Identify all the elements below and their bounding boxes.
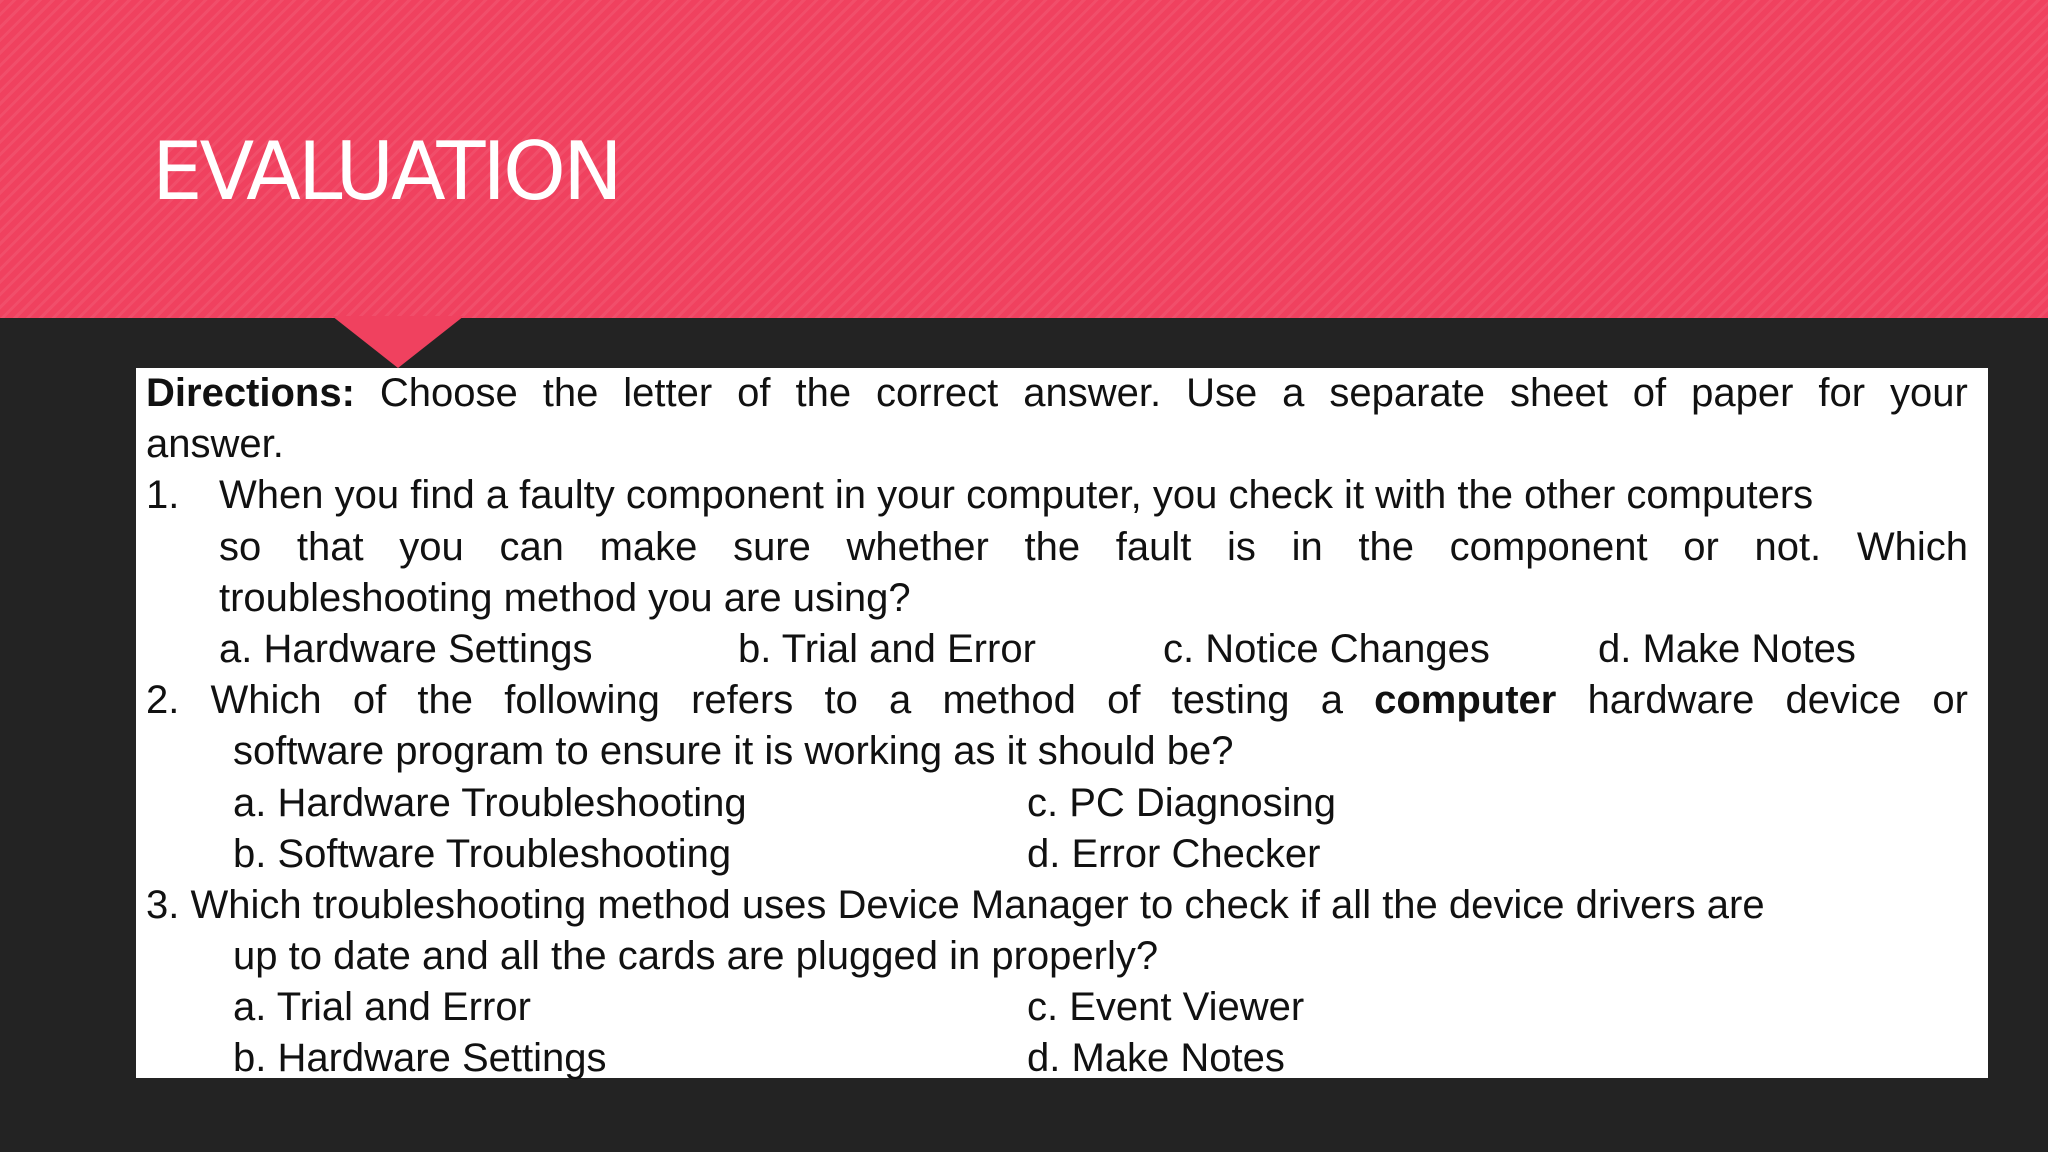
question-2-line-1 xyxy=(146,675,1968,726)
directions-word: the xyxy=(795,371,852,415)
question-1-options xyxy=(146,624,1988,675)
q1-word: is xyxy=(1227,524,1256,569)
directions-word: your xyxy=(1890,371,1968,415)
question-1-line-1: When you find a faulty component in your computer, you check it with the other computers xyxy=(219,473,1814,518)
question-2-options-row-1 xyxy=(146,778,1988,829)
q1-word: component xyxy=(1449,524,1648,569)
q1-word: whether xyxy=(846,524,989,569)
q2-option-d: d. Error Checker xyxy=(1027,831,1321,876)
q2-word: method xyxy=(942,678,1076,723)
q1-word: Which xyxy=(1856,524,1968,569)
worksheet-image xyxy=(136,368,1988,1081)
directions-word: Use xyxy=(1186,371,1258,415)
q1-word: not. xyxy=(1754,524,1822,569)
question-3-line-1: 3. Which troubleshooting method uses Device Manager to check if all the device drivers are xyxy=(146,882,1765,927)
q1-option-c: c. Notice Changes xyxy=(1163,626,1490,671)
directions-line xyxy=(146,368,1968,419)
q1-word: make xyxy=(599,524,698,569)
q2-word: Which xyxy=(210,678,322,723)
q2-word: a xyxy=(1320,678,1343,723)
q2-word: device xyxy=(1785,678,1902,723)
q1-option-b: b. Trial and Error xyxy=(738,626,1036,671)
q1-word: in xyxy=(1291,524,1323,569)
directions-word: of xyxy=(1632,371,1667,415)
q1-option-a: a. Hardware Settings xyxy=(219,626,593,671)
q2-word: refers xyxy=(691,678,794,723)
q3-option-a: a. Trial and Error xyxy=(233,985,531,1030)
banner-pointer xyxy=(332,316,464,368)
directions-word: the xyxy=(542,371,599,415)
question-1-line-2 xyxy=(219,522,1968,573)
q2-word: of xyxy=(352,678,387,723)
question-3-options-row-2 xyxy=(146,1033,1988,1084)
question-3-line-2: up to date and all the cards are plugged in properly? xyxy=(233,934,1159,979)
directions-word: letter xyxy=(623,371,713,415)
q2-word: of xyxy=(1107,678,1141,723)
directions-word: correct xyxy=(876,371,999,415)
q1-word: that xyxy=(296,524,364,569)
q1-word: sure xyxy=(733,524,811,569)
q1-word: or xyxy=(1683,524,1719,569)
directions-word: a xyxy=(1282,371,1305,415)
q2-word: a xyxy=(889,678,912,723)
q1-word: can xyxy=(499,524,564,569)
q1-word: fault xyxy=(1115,524,1192,569)
question-1-line-3: troubleshooting method you are using? xyxy=(219,575,911,620)
directions-label: Directions: xyxy=(146,371,355,415)
q2-word: the xyxy=(417,678,474,723)
question-1-number: 1. xyxy=(146,473,180,518)
question-3-options-row-1 xyxy=(146,982,1988,1033)
question-1 xyxy=(146,470,1988,521)
q1-word: the xyxy=(1024,524,1081,569)
question-2-options-row-2 xyxy=(146,829,1988,880)
directions-word: for xyxy=(1818,371,1866,415)
q2-word: to xyxy=(824,678,858,723)
q3-option-b: b. Hardware Settings xyxy=(233,1036,607,1081)
q2-word: or xyxy=(1932,678,1968,723)
q1-option-d: d. Make Notes xyxy=(1598,626,1856,671)
q3-option-c: c. Event Viewer xyxy=(1027,985,1305,1030)
directions-word: paper xyxy=(1691,371,1794,415)
q2-word: following xyxy=(504,678,660,723)
q2-word: hardware xyxy=(1587,678,1755,723)
directions-word: answer. xyxy=(1023,371,1162,415)
q2-word: 2. xyxy=(146,678,180,723)
directions-word: Choose xyxy=(379,371,518,415)
directions-end: answer. xyxy=(146,422,284,467)
q2-bold-word: computer xyxy=(1374,678,1557,723)
q2-option-c: c. PC Diagnosing xyxy=(1027,780,1337,825)
q3-option-d: d. Make Notes xyxy=(1027,1036,1285,1081)
question-2-line-2: software program to ensure it is working as it should be? xyxy=(233,729,1234,774)
slide-title: EVALUATION xyxy=(152,125,620,218)
q1-word: the xyxy=(1358,524,1414,569)
q2-option-a: a. Hardware Troubleshooting xyxy=(233,780,747,825)
directions-word: of xyxy=(737,371,771,415)
q1-word: so xyxy=(219,524,262,569)
q2-word: testing xyxy=(1171,678,1290,723)
q2-option-b: b. Software Troubleshooting xyxy=(233,831,732,876)
directions-word: sheet xyxy=(1509,371,1608,415)
q1-word: you xyxy=(399,524,464,569)
directions-word: separate xyxy=(1329,371,1486,415)
